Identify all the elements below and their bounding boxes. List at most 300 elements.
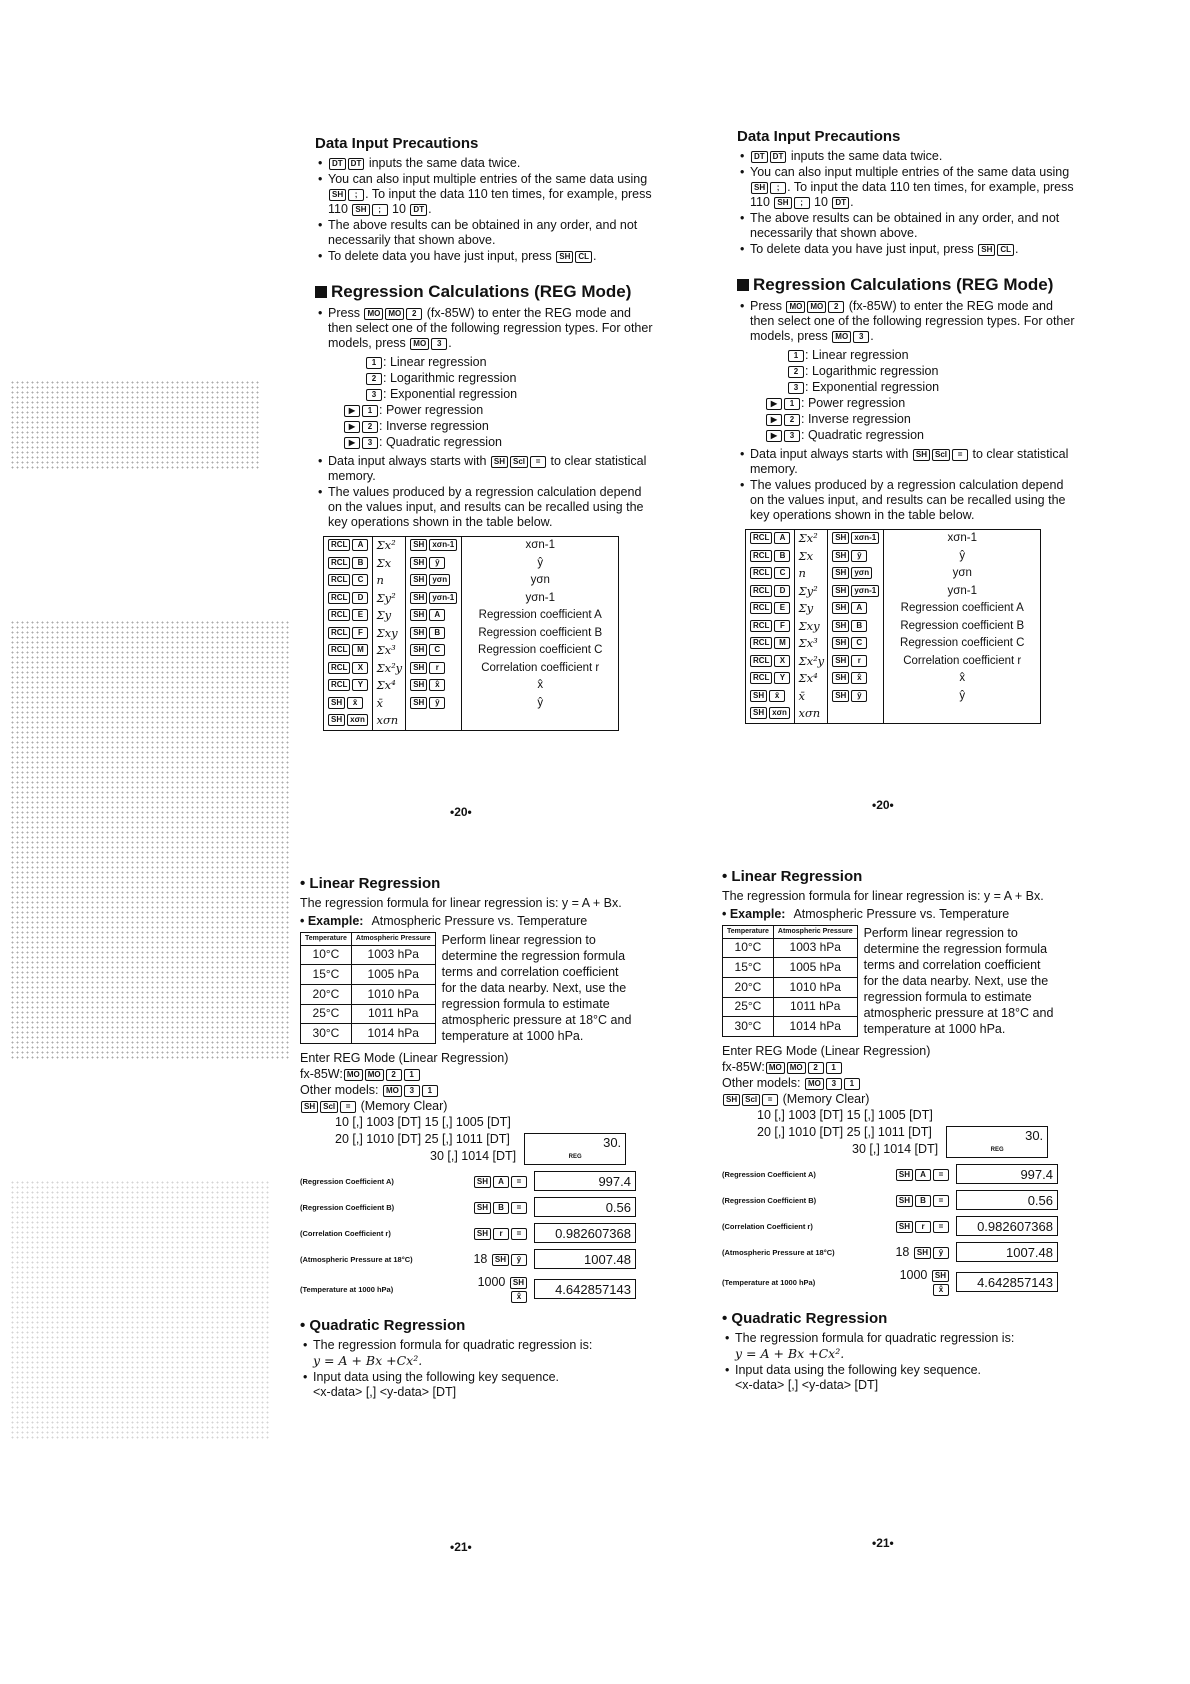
shift-key-icon: SH	[410, 592, 427, 604]
rcl-key-icon: RCL	[750, 550, 772, 562]
dt-key-icon: DT	[410, 204, 427, 216]
scan-noise-left	[10, 380, 260, 470]
precautions-list	[737, 149, 1077, 257]
table-cell	[324, 625, 373, 643]
table-cell: Σxy	[373, 625, 406, 643]
table-cell	[746, 548, 795, 566]
shift-key-icon: SH	[832, 585, 849, 597]
shift-key-icon: SH	[896, 1221, 913, 1233]
table-cell: ŷ	[959, 549, 966, 562]
example-data-table	[300, 932, 436, 1044]
shift-key-icon: SH	[352, 204, 369, 216]
table-row	[746, 635, 1041, 653]
table-cell	[746, 705, 795, 723]
function-key-icon: x̂	[511, 1291, 527, 1303]
shift-key-icon: SH	[932, 1270, 949, 1282]
one-key-icon: 1	[826, 1062, 842, 1074]
result-keys	[460, 1174, 528, 1188]
calculator-display: 30. REG	[946, 1126, 1048, 1158]
number-key-icon: 3	[784, 430, 800, 442]
result-label: (Correlation Coefficient r)	[300, 1228, 391, 1238]
steps	[722, 1043, 1072, 1107]
letter-key-icon: B	[774, 550, 790, 562]
fx85-line: fx-85W: MO MO 2 1	[300, 1066, 650, 1082]
sequence-block	[722, 1107, 1072, 1158]
key-operations-table	[323, 536, 619, 731]
dt-key-icon: DT	[770, 151, 787, 163]
shift-key-icon: SH	[410, 557, 427, 569]
table-cell: Correlation coefficient r	[481, 661, 600, 674]
list-item: • Data input always starts with SH Scl = to clear statistical memory.	[750, 447, 1077, 477]
letter-key-icon: X	[774, 655, 790, 667]
regression-type-item: 2 : Logarithmic regression	[365, 370, 655, 386]
table-cell: Regression coefficient A	[900, 602, 1024, 614]
linear-section-right	[722, 868, 1072, 1394]
memory-clear-line: SH Scl = (Memory Clear)	[300, 1098, 650, 1114]
regression-notes	[315, 454, 655, 530]
scan-noise-left-3	[10, 1180, 270, 1440]
table-row	[324, 660, 619, 678]
table-cell	[746, 530, 795, 548]
equals-key-icon: =	[511, 1176, 527, 1188]
table-cell: Σx⁴	[373, 677, 406, 695]
table-cell: Regression coefficient A	[478, 609, 602, 621]
table-cell	[324, 660, 373, 678]
list-item: • The above results can be obtained in any order, and not necessarily that shown above.	[328, 218, 655, 248]
regression-types	[770, 347, 1077, 443]
right-arrow-key-icon: ▶	[766, 398, 782, 410]
result-keys	[882, 1167, 950, 1181]
precautions-title: Data Input Precautions	[737, 128, 901, 145]
shift-key-icon: SH	[723, 1094, 740, 1106]
table-cell: 1010 hPa	[351, 984, 435, 1004]
shift-key-icon: SH	[556, 251, 573, 263]
mode-key-icon: MO	[410, 338, 429, 350]
function-key-icon: C	[429, 644, 445, 656]
equals-key-icon: =	[933, 1195, 949, 1207]
table-row	[324, 590, 619, 608]
dt-key-icon: DT	[329, 158, 346, 170]
cl-key-icon: CL	[575, 251, 592, 263]
cl-key-icon: CL	[997, 244, 1014, 256]
regression-type-item: ▶ 2 : Inverse regression	[343, 418, 655, 434]
table-cell	[828, 688, 884, 706]
table-cell: xσn-1	[525, 539, 555, 551]
number-key-icon: 3	[788, 382, 804, 394]
rcl-key-icon: RCL	[750, 637, 772, 649]
scan-noise-left-2	[10, 620, 290, 1060]
shift-key-icon: SH	[329, 189, 346, 201]
column-header: Temperature	[301, 933, 352, 946]
table-cell: yσn	[530, 574, 550, 586]
table-cell	[406, 555, 462, 573]
table-header-row	[301, 933, 436, 946]
page-number: •20•	[872, 798, 894, 812]
table-cell	[406, 677, 462, 695]
function-key-icon: A	[851, 602, 867, 614]
table-cell	[406, 607, 462, 625]
quadratic-list	[722, 1331, 1072, 1393]
rcl-key-icon: RCL	[328, 557, 350, 569]
table-cell: 20°C	[723, 977, 774, 997]
letter-key-icon: F	[352, 627, 368, 639]
example-description: Perform linear regression to determine the regression formula terms and correlation coefficient for the data nearby. Next, use the regression formula to estimate atmospheric pressure at 18°C and temperature at 1000 hPa.	[863, 926, 1054, 1036]
column-header: Atmospheric Pressure	[351, 933, 435, 946]
shift-key-icon: SH	[410, 609, 427, 621]
function-key-icon: yσn-1	[429, 592, 457, 604]
number-key-icon: 2	[784, 414, 800, 426]
number-key-icon: 2	[788, 366, 804, 378]
function-key-icon: ŷ	[851, 690, 867, 702]
two-key-icon: 2	[828, 301, 844, 313]
table-row	[746, 670, 1041, 688]
table-row	[324, 677, 619, 695]
rcl-key-icon: RCL	[328, 662, 350, 674]
table-cell: yσn-1	[525, 591, 555, 604]
sequence-block	[300, 1114, 650, 1165]
function-key-icon: ŷ	[511, 1254, 527, 1266]
equals-key-icon: =	[511, 1228, 527, 1240]
table-cell	[406, 660, 462, 678]
semicolon-key-icon: ;	[794, 197, 810, 209]
function-key-icon: A	[915, 1169, 931, 1181]
shift-key-icon: SH	[832, 532, 849, 544]
calculator-display: 0.56	[534, 1197, 636, 1217]
function-key-icon: yσn	[851, 567, 872, 579]
letter-key-icon: xσn	[347, 714, 368, 726]
square-bullet-icon	[737, 279, 749, 291]
regression-title: Regression Calculations (REG Mode)	[737, 275, 1077, 295]
table-cell: x̄	[795, 688, 828, 706]
list-item: • The regression formula for quadratic regression is: y = A + Bx +Cx².	[735, 1331, 1072, 1362]
regression-notes	[737, 447, 1077, 523]
list-item: • Data input always starts with SH Scl = to clear statistical memory.	[328, 454, 655, 484]
table-cell: Correlation coefficient r	[903, 654, 1022, 667]
table-cell	[406, 712, 462, 730]
linear-title: • Linear Regression	[722, 868, 863, 885]
number-key-icon: 2	[366, 373, 382, 385]
shift-key-icon: SH	[832, 602, 849, 614]
table-cell	[746, 688, 795, 706]
table-cell	[406, 695, 462, 713]
result-label: (Correlation Coefficient r)	[722, 1221, 813, 1231]
function-key-icon: B	[493, 1202, 509, 1214]
example-description: Perform linear regression to determine the regression formula terms and correlation coefficient for the data nearby. Next, use the regression formula to estimate atmospheric pressure at 18°C and temperature at 1000 hPa.	[441, 933, 632, 1043]
shift-key-icon: SH	[328, 714, 345, 726]
shift-key-icon: SH	[750, 707, 767, 719]
shift-key-icon: SH	[410, 574, 427, 586]
function-key-icon: A	[429, 609, 445, 621]
table-cell: 1003 hPa	[773, 938, 857, 958]
table-cell	[746, 565, 795, 583]
letter-key-icon: M	[352, 644, 368, 656]
list-item: • The values produced by a regression calculation depend on the values input, and results can be recalled using the key operations shown in the table below.	[328, 485, 655, 530]
table-cell: Σxy	[795, 618, 828, 636]
result-label: (Temperature at 1000 hPa)	[300, 1284, 394, 1294]
letter-key-icon: Y	[352, 679, 368, 691]
table-cell: Σy²	[795, 583, 828, 601]
list-item: • Press MO MO 2 (fx-85W) to enter the REG mode and then select one of the following regression types. For other models, press MO 3 .	[750, 299, 1077, 344]
table-row	[746, 705, 1041, 723]
mode-key-icon: MO	[766, 1062, 785, 1074]
page-column-right	[737, 128, 1077, 724]
table-cell: Σx²	[373, 537, 406, 555]
function-key-icon: ŷ	[429, 697, 445, 709]
example-block	[722, 925, 1072, 1037]
function-key-icon: x̂	[851, 672, 867, 684]
mode-key-icon: MO	[786, 301, 805, 313]
equals-key-icon: =	[762, 1094, 778, 1106]
list-item: • The above results can be obtained in any order, and not necessarily that shown above.	[750, 211, 1077, 241]
equals-key-icon: =	[511, 1202, 527, 1214]
number-key-icon: 2	[362, 421, 378, 433]
table-row	[746, 688, 1041, 706]
three-key-icon: 3	[826, 1078, 842, 1090]
letter-key-icon: C	[352, 574, 368, 586]
list-item: • The values produced by a regression calculation depend on the values input, and results can be recalled using the key operations shown in the table below.	[750, 478, 1077, 523]
table-cell	[324, 572, 373, 590]
table-row	[324, 572, 619, 590]
one-key-icon: 1	[844, 1078, 860, 1090]
column-header: Atmospheric Pressure	[773, 926, 857, 939]
mode-key-icon: MO	[364, 308, 383, 320]
result-row	[300, 1223, 650, 1243]
shift-key-icon: SH	[913, 449, 930, 461]
regression-type-item: ▶ 1 : Power regression	[343, 402, 655, 418]
column-header: Temperature	[723, 926, 774, 939]
letter-key-icon: xσn	[769, 707, 790, 719]
table-cell: 15°C	[723, 958, 774, 978]
table-row	[301, 984, 436, 1004]
table-cell: n	[373, 572, 406, 590]
table-cell: x̄	[373, 695, 406, 713]
table-cell	[746, 653, 795, 671]
list-item: • You can also input multiple entries of the same data using SH ; . To input the data 110 ten times, for example, press 110 SH ; 10 DT .	[328, 172, 655, 217]
table-cell	[828, 548, 884, 566]
rcl-key-icon: RCL	[750, 672, 772, 684]
table-cell: Σy	[795, 600, 828, 618]
rcl-key-icon: RCL	[750, 620, 772, 632]
table-cell	[324, 642, 373, 660]
result-keys	[460, 1200, 528, 1214]
letter-key-icon: F	[774, 620, 790, 632]
rcl-key-icon: RCL	[750, 585, 772, 597]
shift-key-icon: SH	[474, 1228, 491, 1240]
semicolon-key-icon: ;	[348, 189, 364, 201]
shift-key-icon: SH	[410, 539, 427, 551]
regression-type-item: ▶ 1 : Power regression	[765, 395, 1077, 411]
letter-key-icon: E	[352, 609, 368, 621]
letter-key-icon: D	[774, 585, 790, 597]
list-item: • To delete data you have just input, press SH CL .	[750, 242, 1077, 257]
key-sequence: 10 [,] 1003 [DT] 15 [,] 1005 [DT] 20 [,] 1010 [DT] 25 [,] 1011 [DT] 30 [,] 1014 [DT]	[335, 1115, 517, 1163]
mode-key-icon: MO	[807, 301, 826, 313]
table-cell: 1003 hPa	[351, 945, 435, 965]
shift-key-icon: SH	[978, 244, 995, 256]
table-cell	[324, 677, 373, 695]
rcl-key-icon: RCL	[750, 655, 772, 667]
result-row	[722, 1216, 1072, 1236]
number-key-icon: 1	[788, 350, 804, 362]
result-row	[722, 1242, 1072, 1262]
list-item: • Input data using the following key sequence. <x-data> [,] <y-data> [DT]	[313, 1370, 650, 1400]
shift-key-icon: SH	[474, 1202, 491, 1214]
function-key-icon: r	[915, 1221, 931, 1233]
page-number: •21•	[872, 1536, 894, 1550]
right-arrow-key-icon: ▶	[344, 405, 360, 417]
rcl-key-icon: RCL	[750, 567, 772, 579]
rcl-key-icon: RCL	[328, 679, 350, 691]
function-key-icon: xσn-1	[429, 539, 457, 551]
table-row	[746, 530, 1041, 548]
table-row	[324, 537, 619, 555]
number-key-icon: 1	[362, 405, 378, 417]
table-row	[301, 945, 436, 965]
function-key-icon: ŷ	[933, 1247, 949, 1259]
table-row	[324, 555, 619, 573]
dt-key-icon: DT	[348, 158, 365, 170]
table-cell	[828, 618, 884, 636]
table-cell: n	[795, 565, 828, 583]
table-cell	[324, 712, 373, 730]
table-cell: Σx³	[795, 635, 828, 653]
letter-key-icon: B	[352, 557, 368, 569]
result-label: (Regression Coefficient B)	[300, 1202, 395, 1212]
enter-mode-line: Enter REG Mode (Linear Regression)	[722, 1044, 931, 1058]
function-key-icon: yσn	[429, 574, 450, 586]
right-arrow-key-icon: ▶	[344, 421, 360, 433]
result-keys	[882, 1193, 950, 1207]
table-cell	[828, 565, 884, 583]
table-cell	[324, 590, 373, 608]
table-cell: 1011 hPa	[773, 997, 857, 1017]
fx85-line: fx-85W: MO MO 2 1	[722, 1059, 1072, 1075]
scl-key-icon: Scl	[510, 456, 528, 468]
table-cell	[462, 712, 619, 730]
result-row	[722, 1268, 1072, 1296]
shift-key-icon: SH	[410, 627, 427, 639]
key-sequence: 10 [,] 1003 [DT] 15 [,] 1005 [DT] 20 [,] 1010 [DT] 25 [,] 1011 [DT] 30 [,] 1014 [DT]	[757, 1108, 939, 1156]
mode-key-icon: MO	[385, 308, 404, 320]
shift-key-icon: SH	[750, 690, 767, 702]
table-row	[324, 607, 619, 625]
regression-type-item: 3 : Exponential regression	[365, 386, 655, 402]
table-header-row	[723, 926, 858, 939]
calculator-display: 0.982607368	[956, 1216, 1058, 1236]
shift-key-icon: SH	[832, 567, 849, 579]
scl-key-icon: Scl	[932, 449, 950, 461]
table-cell: Σx³	[373, 642, 406, 660]
shift-key-icon: SH	[410, 679, 427, 691]
table-cell: Σx⁴	[795, 670, 828, 688]
regression-type-item: ▶ 2 : Inverse regression	[765, 411, 1077, 427]
table-cell	[828, 530, 884, 548]
table-cell: Σy²	[373, 590, 406, 608]
rcl-key-icon: RCL	[328, 644, 350, 656]
linear-section-left	[300, 875, 650, 1401]
table-cell: 25°C	[301, 1004, 352, 1024]
example-line: • Example: Atmospheric Pressure vs. Temperature	[722, 907, 1010, 921]
result-label: (Regression Coefficient A)	[722, 1169, 816, 1179]
result-label: (Atmospheric Pressure at 18°C)	[722, 1247, 835, 1257]
result-row	[722, 1164, 1072, 1184]
letter-key-icon: M	[774, 637, 790, 649]
table-row	[723, 997, 858, 1017]
function-key-icon: yσn-1	[851, 585, 879, 597]
function-key-icon: x̂	[429, 679, 445, 691]
dt-key-icon: DT	[832, 197, 849, 209]
shift-key-icon: SH	[832, 672, 849, 684]
equals-key-icon: =	[952, 449, 968, 461]
calculator-display: 30. REG	[524, 1133, 626, 1165]
table-cell	[828, 705, 884, 723]
table-cell	[746, 618, 795, 636]
number-key-icon: 3	[366, 389, 382, 401]
table-cell: Σx	[373, 555, 406, 573]
rcl-key-icon: RCL	[328, 574, 350, 586]
function-key-icon: ŷ	[851, 550, 867, 562]
regression-type-item: 1 : Linear regression	[365, 354, 655, 370]
letter-key-icon: Y	[774, 672, 790, 684]
calculator-display: 997.4	[534, 1171, 636, 1191]
regression-list	[737, 299, 1077, 344]
list-item: • You can also input multiple entries of the same data using SH ; . To input the data 110 ten times, for example, press 110 SH ; 10 DT .	[750, 165, 1077, 210]
calculator-display: 0.56	[956, 1190, 1058, 1210]
table-row	[723, 958, 858, 978]
function-key-icon: B	[429, 627, 445, 639]
table-row	[723, 977, 858, 997]
scl-key-icon: Scl	[320, 1101, 338, 1113]
table-row	[723, 1017, 858, 1037]
table-row	[746, 583, 1041, 601]
table-cell	[406, 572, 462, 590]
table-cell: 10°C	[723, 938, 774, 958]
mode-key-icon: MO	[832, 331, 851, 343]
shift-key-icon: SH	[832, 620, 849, 632]
two-key-icon: 2	[808, 1062, 824, 1074]
table-cell: ŷ	[537, 696, 544, 709]
list-item: • The regression formula for quadratic regression is: y = A + Bx +Cx².	[313, 1338, 650, 1369]
table-cell: Regression coefficient B	[900, 619, 1025, 632]
function-key-icon: A	[493, 1176, 509, 1188]
example-data-table	[722, 925, 858, 1037]
table-cell: Regression coefficient C	[900, 637, 1025, 649]
letter-key-icon: E	[774, 602, 790, 614]
regression-type-item: 3 : Exponential regression	[787, 379, 1077, 395]
equals-key-icon: =	[530, 456, 546, 468]
table-cell	[884, 705, 1041, 723]
regression-type-item: ▶ 3 : Quadratic regression	[765, 427, 1077, 443]
table-cell: 20°C	[301, 984, 352, 1004]
table-cell	[324, 555, 373, 573]
table-cell	[746, 583, 795, 601]
key-operations-table	[745, 529, 1041, 724]
table-cell: Regression coefficient B	[478, 626, 603, 639]
table-row	[324, 712, 619, 730]
shift-key-icon: SH	[896, 1169, 913, 1181]
table-cell	[828, 600, 884, 618]
letter-key-icon: A	[352, 539, 368, 551]
table-row	[301, 1024, 436, 1044]
rcl-key-icon: RCL	[750, 532, 772, 544]
result-keys: 1000 SHx̂	[460, 1275, 528, 1303]
mode-key-icon: MO	[383, 1085, 402, 1097]
table-cell: x̂	[959, 672, 966, 684]
table-cell: 1005 hPa	[351, 965, 435, 985]
regression-type-item: ▶ 3 : Quadratic regression	[343, 434, 655, 450]
shift-key-icon: SH	[832, 655, 849, 667]
table-cell	[324, 537, 373, 555]
